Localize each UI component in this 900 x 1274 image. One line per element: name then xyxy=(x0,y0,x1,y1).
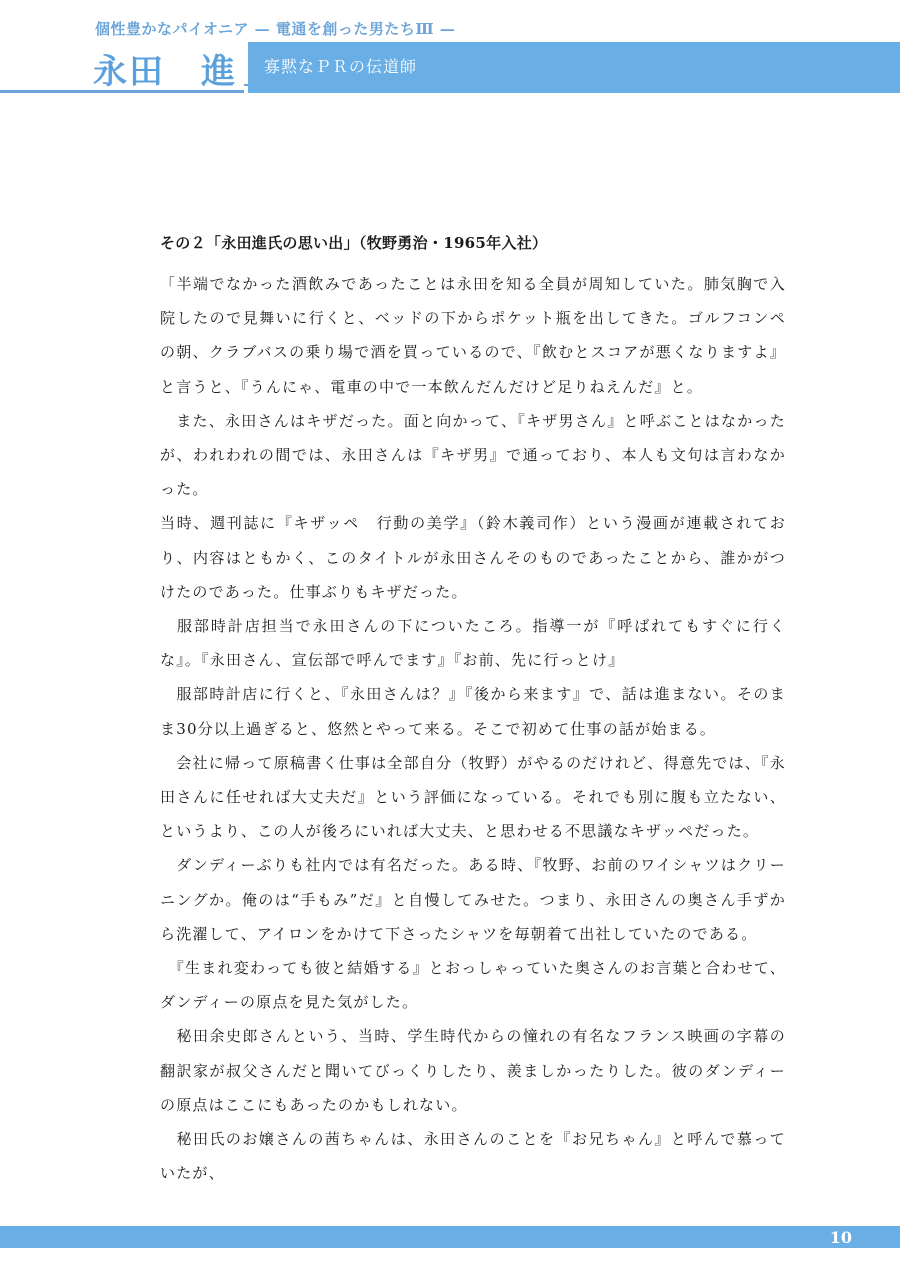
article-subtitle: 寡黙なＰＲの伝道師 xyxy=(264,57,418,76)
paragraph: 服部時計店担当で永田さんの下についたころ。指導一が『呼ばれてもすぐに行くな』。『永田さん、宣伝部で呼んでます』『お前、先に行っとけ』 xyxy=(160,617,786,670)
paragraph: ダンディーぶりも社内では有名だった。ある時、『牧野、お前のワイシャツはクリーニングか。俺のは“手もみ”だ』と自慢してみせた。つまり、永田さんの奥さん手ずから洗濯して、アイロンをかけて下さったシャツを毎朝着て出社していたのである。 xyxy=(160,856,786,943)
series-title: 個性豊かなパイオニア — 電通を創った男たちⅢ — xyxy=(95,20,456,38)
paragraph: 会社に帰って原稿書く仕事は全部自分（牧野）がやるのだけれど、得意先では、『永田さんに任せれば大丈夫だ』という評価になっている。それでも別に腹も立たない、というより、この人が後ろにいれば大丈夫、と思わせる不思議なキザッペだった。 xyxy=(160,753,786,841)
footer-bar xyxy=(0,1226,900,1248)
header-bar xyxy=(0,42,900,94)
page-number: 10 xyxy=(829,1228,852,1247)
paragraph: また、永田さんはキザだった。面と向かって、『キザ男さん』と呼ぶことはなかったが、われわれの間では、永田さんは『キザ男』で通っており、本人も文句は言わなかった。 xyxy=(160,411,786,499)
paragraph: 「半端でなかった酒飲みであったことは永田を知る全員が周知していた。肺気胸で入院したので見舞いに行くと、ベッドの下からポケット瓶を出してきた。ゴルフコンペの朝、クラブバスの乗り場で酒を買っているので、『飲むとスコアが悪くなりますよ』と言うと、『うんにゃ、電車の中で一本飲んだんだけど足りねえんだ』と。 xyxy=(160,275,786,396)
paragraph: 当時、週刊誌に『キザッペ 行動の美学』（鈴木義司作）という漫画が連載されており、内容はともかく、このタイトルが永田さんそのものであったことから、誰かがつけたのであった。仕事ぶりもキザだった。 xyxy=(160,514,786,601)
paragraph: 服部時計店に行くと、『永田さんは？』『後から来ます』で、話は進まない。そのまま30分以上過ぎると、悠然とやって来る。そこで初めて仕事の話が始まる。 xyxy=(160,685,786,738)
section-heading: その２「永田進氏の思い出」（牧野勇治・1965年入社） xyxy=(160,234,548,252)
person-name: 永田 進 xyxy=(93,52,237,92)
name-box xyxy=(0,42,244,93)
paragraph: 『生まれ変わっても彼と結婚する』とおっしゃっていた奥さんのお言葉と合わせて、ダンディーの原点を見た気がした。 xyxy=(160,959,786,1012)
paragraph: 秘田余史郎さんという、当時、学生時代からの憧れの有名なフランス映画の字幕の翻訳家が叔父さんだと聞いてびっくりしたり、羨ましかったりした。彼のダンディーの原点はここにもあったのかもしれない。 xyxy=(160,1027,786,1114)
article-body xyxy=(160,232,786,1190)
paragraph: 秘田氏のお嬢さんの茜ちゃんは、永田さんのことを『お兄ちゃん』と呼んで慕っていたが、 xyxy=(160,1130,786,1183)
header-band xyxy=(248,42,900,93)
